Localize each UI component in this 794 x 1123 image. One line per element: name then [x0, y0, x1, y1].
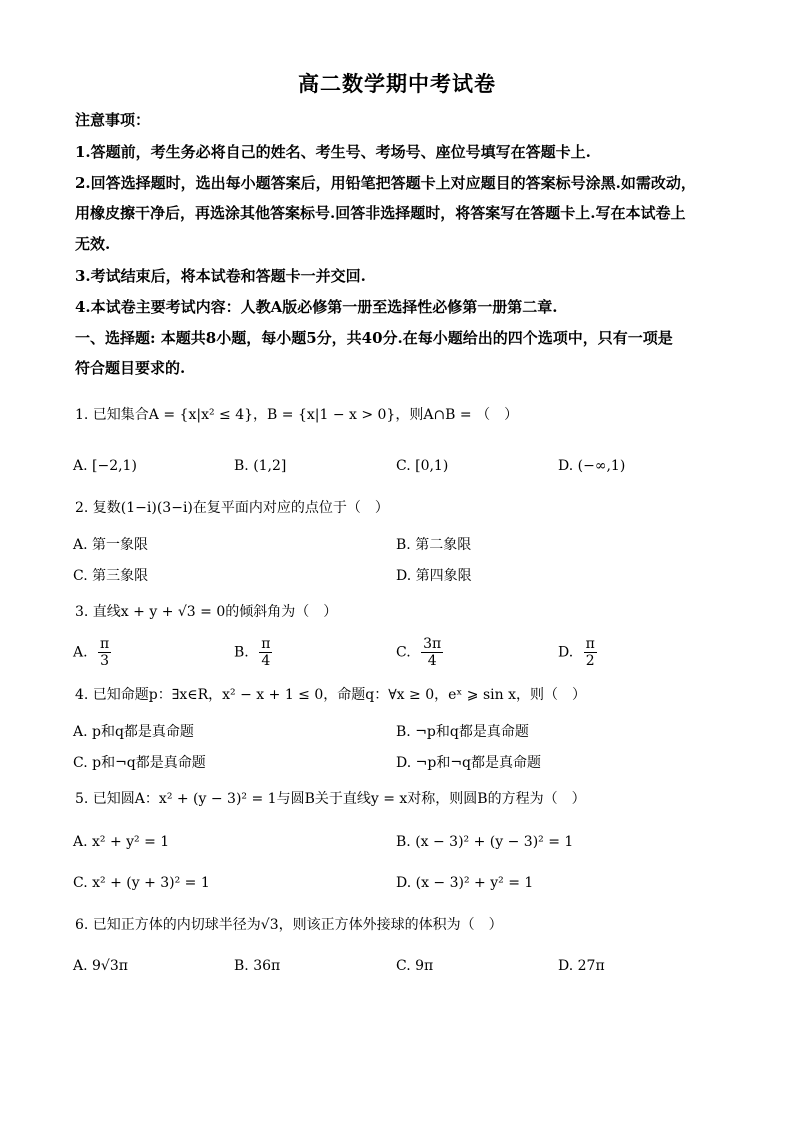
fraction: $\frac{\pi}{3}$: [100, 636, 110, 669]
notice-line: 2.回答选择题时，选出每小题答案后，用铅笔把答题卡上对应题目的答案标号涂黑.如需改动，: [75, 174, 696, 192]
section-heading-cont: 符合题目要求的.: [75, 359, 186, 377]
option-d: D. 第四象限: [396, 568, 472, 584]
option-a: A. [−2,1): [73, 458, 137, 474]
option-b: B. 36π: [234, 958, 281, 974]
option-c: C. [0,1): [396, 458, 449, 474]
option-c: C. $\frac{3\pi}{4}$: [396, 636, 442, 669]
option-a: A. 第一象限: [73, 537, 149, 553]
option-b: B. (1,2]: [234, 458, 287, 474]
option-a: A. x² + y² = 1: [73, 834, 170, 850]
notice-heading: 注意事项：: [75, 111, 151, 129]
option-a: A. p和q都是真命题: [73, 724, 194, 740]
option-d: D. 27π: [558, 958, 605, 974]
option-a: A. $\frac{\pi}{3}$: [73, 636, 110, 669]
fraction: $\frac{\pi}{4}$: [261, 636, 271, 669]
option-c: C. 第三象限: [73, 568, 149, 584]
option-b: B. $\frac{\pi}{4}$: [234, 636, 271, 669]
option-d: D. (x − 3)² + y² = 1: [396, 875, 534, 891]
fraction: $\frac{3\pi}{4}$: [423, 636, 442, 669]
notice-line: 无效.: [75, 235, 111, 253]
question-stem: 1. 已知集合A = {x|x² ≤ 4}，B = {x|1 − x > 0}，则A∩B = （ ）: [75, 407, 519, 423]
option-c: C. p和¬q都是真命题: [73, 755, 206, 771]
option-b: B. (x − 3)² + (y − 3)² = 1: [396, 834, 574, 850]
notice-line: 4.本试卷主要考试内容：人教A版必修第一册至选择性必修第一册第二章.: [75, 298, 558, 316]
page-title: 高二数学期中考试卷: [298, 71, 496, 96]
option-b: B. 第二象限: [396, 537, 472, 553]
option-c: C. x² + (y + 3)² = 1: [73, 875, 210, 891]
question-stem: 5. 已知圆A：x² + (y − 3)² = 1与圆B关于直线y = x对称，则圆B的方程为（ ）: [75, 791, 586, 807]
question-stem: 3. 直线x + y + √3 = 0的倾斜角为（ ）: [75, 604, 338, 620]
notice-line: 1.答题前，考生务必将自己的姓名、考生号、考场号、座位号填写在答题卡上.: [75, 143, 591, 161]
notice-line: 用橡皮擦干净后，再选涂其他答案标号.回答非选择题时，将答案写在答题卡上.写在本试卷上: [75, 204, 686, 222]
notice-line: 3.考试结束后，将本试卷和答题卡一并交回.: [75, 267, 366, 285]
question-stem: 4. 已知命题p：∃x∈R，x² − x + 1 ≤ 0，命题q：∀x ≥ 0，eˣ ⩾ sin x，则（ ）: [75, 687, 586, 703]
question-stem: 2. 复数(1−i)(3−i)在复平面内对应的点位于（ ）: [75, 500, 389, 516]
option-a: A. 9√3π: [73, 958, 128, 974]
option-d: D. $\frac{\pi}{2}$: [558, 636, 595, 669]
option-b: B. ¬p和q都是真命题: [396, 724, 529, 740]
option-c: C. 9π: [396, 958, 434, 974]
fraction: $\frac{\pi}{2}$: [585, 636, 595, 669]
section-heading: 一、选择题: 本题共8小题，每小题5分，共40分.在每小题给出的四个选项中，只有一项是: [75, 329, 673, 347]
option-d: D. (−∞,1): [558, 458, 626, 474]
question-stem: 6. 已知正方体的内切球半径为√3，则该正方体外接球的体积为（ ）: [75, 917, 503, 933]
option-d: D. ¬p和¬q都是真命题: [396, 755, 542, 771]
